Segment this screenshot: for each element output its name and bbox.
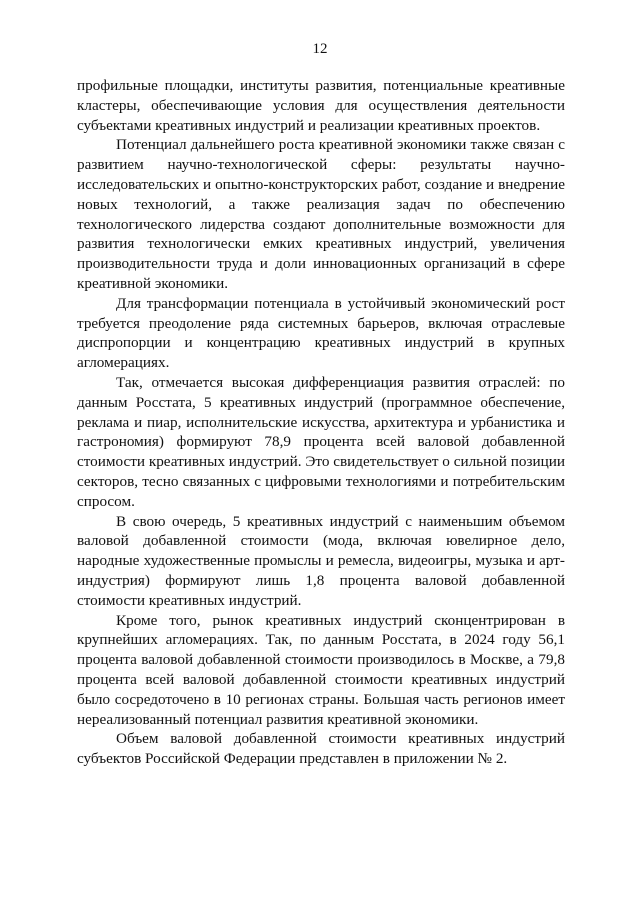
page-number: 12	[312, 41, 328, 57]
page-body	[77, 76, 565, 769]
paragraph-industry-differentiation: Так, отмечается высокая дифференциация развития отраслей: по данным Росстата, 5 креативных индустрий (программное обеспечение, реклама и пиар, исполнительские искусства, архитектура и урбанистика и гастрономия) формируют 78,9 процента всей валовой добавленной стоимости креативных индустрий. Это свидетельствует о сильной позиции секторов, тесно связанных с цифровыми технологиями и потребительским спросом.	[77, 373, 565, 510]
paragraph-barriers: Для трансформации потенциала в устойчивый экономический рост требуется преодоление ряда системных барьеров, включая отраслевые диспропорции и концентрацию креативных индустрий в крупных агломерациях.	[77, 294, 565, 372]
paragraph-appendix-reference: Объем валовой добавленной стоимости креативных индустрий субъектов Российской Федерации представлен в приложении № 2.	[77, 730, 565, 768]
paragraph-continuation: профильные площадки, институты развития, потенциальные креативные кластеры, обеспечивающие условия для осуществления деятельности субъектами креативных индустрий и реализации креативных проектов.	[77, 77, 565, 134]
paragraph-smallest-industries: В свою очередь, 5 креативных индустрий с наименьшим объемом валовой добавленной стоимости (мода, включая ювелирное дело, народные художественные промыслы и ремесла, видеоигры, музыка и арт-индустрия) формируют лишь 1,8 процента валовой добавленной стоимости креативных индустрий.	[77, 512, 565, 609]
paragraph-agglomeration-concentration: Кроме того, рынок креативных индустрий сконцентрирован в крупнейших агломерациях. Так, по данным Росстата, в 2024 году 56,1 процента валовой добавленной стоимости производилось в Москве, а 79,8 процента всей валовой добавленной стоимости креативных индустрий было сосредоточено в 10 регионах страны. Большая часть регионов имеет нереализованный потенциал развития креативной экономики.	[77, 611, 565, 728]
paragraph-technology-potential: Потенциал дальнейшего роста креативной экономики также связан с развитием научно-технологической сферы: результаты научно-исследовательских и опытно-конструкторских работ, создание и внедрение новых технологий, а также реализация задач по обеспечению технологического лидерства создают дополнительные возможности для развития технологически емких креативных индустрий, увеличения производительности труда и доли инновационных организаций в сфере креативной экономики.	[77, 136, 565, 292]
